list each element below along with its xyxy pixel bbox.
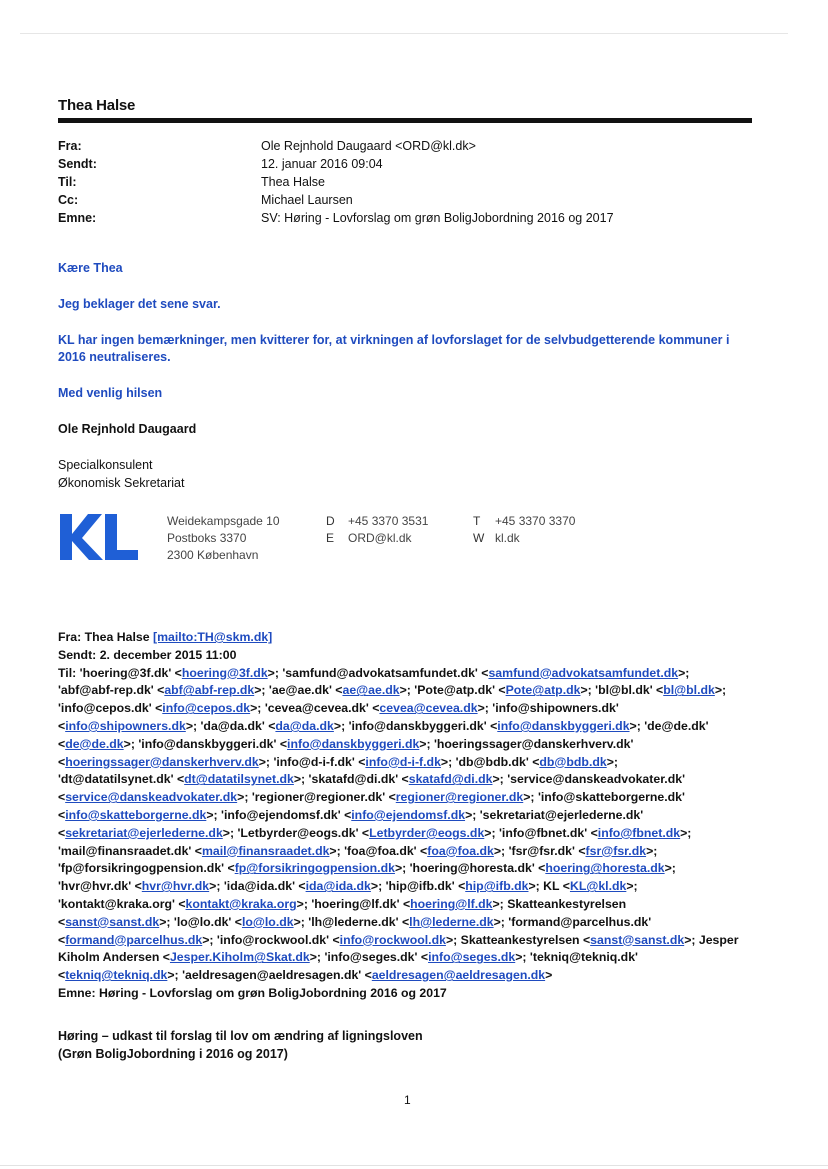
recipient-text: >; 'cevea@cevea.dk' < [250,701,380,716]
recipient-text: >; 'hoering@horesta.dk' < [394,861,546,876]
email-link[interactable]: info@danskbyggeri.dk [497,718,630,733]
recipient-text: >; 'sekretariat@ejerlederne.dk' [465,807,644,822]
recipient-text: >; 'bl@bl.dk' < [580,683,664,698]
recipient-line [58,914,758,932]
contact-label: D [326,514,335,528]
recipient-text: < [58,718,66,733]
email-link[interactable]: tekniq@tekniq.dk [65,968,168,983]
recipient-text: < [58,914,66,929]
signer-title: Specialkonsulent [58,458,153,472]
recipient-line [58,789,758,807]
email-link[interactable]: dt@datatilsynet.dk [184,772,294,787]
contact-value: +45 3370 3531 [348,514,429,528]
header-label: Til: [58,175,77,189]
signer-name: Ole Rejnhold Daugaard [58,422,197,436]
recipient-text: >; 'service@danskeadvokater.dk' [492,772,685,787]
hearing-title [58,1027,423,1063]
contact-value: ORD@kl.dk [348,531,412,545]
forwarded-from-row [58,629,758,647]
recipient-text: >; 'hoeringssager@danskerhverv.dk' [419,736,634,751]
email-link[interactable]: info@ejendomsf.dk [351,807,466,822]
email-link[interactable]: da@da.dk [275,718,334,733]
recipient-line [58,878,758,896]
contact-label: T [473,514,481,528]
recipient-text: >; 'info@rockwool.dk' < [202,932,340,947]
header-value: 12. januar 2016 09:04 [261,157,383,171]
website-contact [473,530,520,547]
email-link[interactable]: info@fbnet.dk [597,825,681,840]
email-link[interactable]: skatafd@di.dk [408,772,493,787]
fwd-sent-value: 2. december 2015 11:00 [99,647,237,662]
recipient-text: >; 'info@danskbyggeri.dk' < [333,718,498,733]
recipient-text: >; 'db@bdb.dk' < [440,754,540,769]
recipient-text: >; [626,879,638,894]
sender-name: Thea Halse [58,97,136,114]
direct-phone [326,513,428,530]
email-link[interactable]: bl@bl.dk [663,683,715,698]
contact-value: +45 3370 3370 [495,514,576,528]
recipient-text: 'dt@datatilsynet.dk' < [58,772,185,787]
hearing-line-2: (Grøn BoligJobordning i 2016 og 2017) [58,1047,288,1061]
forwarded-header [58,629,758,1003]
email-link[interactable]: sekretariat@ejerlederne.dk [65,825,223,840]
recipient-text: > [545,968,553,983]
recipient-line [58,771,758,789]
email-link[interactable]: cevea@cevea.dk [379,701,478,716]
scan-edge-bottom [0,1165,828,1166]
email-link[interactable]: kontakt@kraka.org [185,896,297,911]
email-link[interactable]: info@rockwool.dk [339,932,446,947]
email-link[interactable]: info@shipowners.dk [65,718,186,733]
email-link[interactable]: sanst@sanst.dk [590,932,685,947]
recipient-list [58,665,758,985]
forwarded-subject-row [58,985,758,1003]
recipient-text: < [58,754,66,769]
signer-department: Økonomisk Sekretariat [58,476,185,490]
email-link[interactable]: hoering@lf.dk [410,896,493,911]
recipient-text: < [58,807,66,822]
recipient-text: >; 'formand@parcelhus.dk' [493,914,652,929]
email-link[interactable]: fsr@fsr.dk [585,843,647,858]
contact-label: W [473,531,485,545]
fwd-label: Fra: [58,630,82,644]
fwd-from-name: Thea Halse [84,630,150,644]
recipient-text: 'kontakt@kraka.org' < [58,896,186,911]
contact-label: E [326,531,335,545]
fwd-subject-value: Høring - Lovforslag om grøn BoligJobordning 2016 og 2017 [99,985,447,1000]
recipient-text: < [58,968,66,983]
email-link[interactable]: formand@parcelhus.dk [65,932,203,947]
recipient-line [58,665,758,683]
recipient-text: >; 'info@skatteborgerne.dk' [523,790,685,805]
email-link[interactable]: hip@ifb.dk [465,879,529,894]
recipient-text: >; 'Letbyrder@eogs.dk' < [222,825,370,840]
recipient-text: 'fp@forsikringogpension.dk' < [58,861,235,876]
recipient-line [58,967,758,985]
email-link[interactable]: abf@abf-rep.dk [164,683,255,698]
recipient-text: >; Skatteankestyrelsen [492,896,627,911]
header-value: Michael Laursen [261,193,353,207]
recipient-text: < [58,825,66,840]
recipient-text: 'abf@abf-rep.dk' < [58,683,165,698]
forwarded-sent-row [58,647,758,665]
recipient-text: >; [606,754,618,769]
email-link[interactable]: lh@lederne.dk [409,914,494,929]
message-line-2: 2016 neutraliseres. [58,350,171,364]
recipient-line [58,843,758,861]
hearing-line-1: Høring – udkast til forslag til lov om ændring af ligningsloven [58,1029,423,1043]
greeting: Kære Thea [58,261,123,275]
email-link[interactable]: Pote@atp.dk [505,683,581,698]
recipient-line [58,736,758,754]
recipient-text: >; [678,665,690,680]
email-link[interactable]: samfund@advokatsamfundet.dk [488,665,679,680]
recipient-text: >; 'regioner@regioner.dk' < [237,790,396,805]
recipient-text: >; KL < [528,879,570,894]
mailto-link[interactable]: [mailto:TH@skm.dk] [153,630,273,644]
email-link[interactable]: Jesper.Kiholm@Skat.dk [169,950,310,965]
recipient-line [58,825,758,843]
recipient-text: >; 'Pote@atp.dk' < [399,683,506,698]
recipient-text: >; 'hoering@lf.dk' < [296,896,411,911]
recipient-line [58,807,758,825]
recipient-text: >; [646,843,658,858]
recipient-text: >; 'info@fbnet.dk' < [484,825,598,840]
recipient-text: 'info@cepos.dk' < [58,701,163,716]
closing-text: Med venlig hilsen [58,386,163,400]
header-label: Fra: [58,139,82,153]
header-divider [58,118,752,123]
recipient-text: 'mail@finansraadet.dk' < [58,843,202,858]
email-link[interactable]: db@bdb.dk [539,754,607,769]
recipient-text: >; 'de@de.dk' [629,718,709,733]
recipient-line [58,718,758,736]
recipient-text: >; 'info@shipowners.dk' [477,701,619,716]
recipient-text: 'hoering@3f.dk' < [79,665,182,680]
recipient-text: >; 'info@ejendomsf.dk' < [206,807,352,822]
page-number: 1 [404,1093,411,1107]
recipient-text: >; 'tekniq@tekniq.dk' [515,950,638,965]
recipient-text: >; 'aeldresagen@aeldresagen.dk' < [167,968,372,983]
recipient-text: < [58,932,66,947]
header-label: Cc: [58,193,79,207]
recipient-text: >; [714,683,727,698]
apology-text: Jeg beklager det sene svar. [58,297,221,311]
header-value: Thea Halse [261,175,325,189]
email-link[interactable]: service@danskeadvokater.dk [65,790,238,805]
email-link[interactable]: info@cepos.dk [162,701,251,716]
recipient-text: >; Jesper [684,932,739,947]
recipient-text: >; 'info@danskbyggeri.dk' < [123,736,288,751]
recipient-text: >; 'info@seges.dk' < [309,950,429,965]
address-line: 2300 København [167,548,259,562]
email-link[interactable]: lo@lo.dk [241,914,294,929]
recipient-line [58,932,758,950]
recipient-text: < [58,736,66,751]
message-line-1: KL har ingen bemærkninger, men kvitterer for, at virkningen af lovforslaget for de selvbudgetterende kommuner i [58,333,730,347]
recipient-text: >; 'hip@ifb.dk' < [370,879,466,894]
recipient-text: 'hvr@hvr.dk' < [58,879,142,894]
recipient-text: >; [680,825,692,840]
address-line: Weidekampsgade 10 [167,514,280,528]
recipient-text: >; 'samfund@advokatsamfundet.dk' < [267,665,489,680]
contact-value: kl.dk [495,531,520,545]
recipient-text: Kiholm Andersen < [58,950,170,965]
recipient-text: >; 'info@d-i-f.dk' < [258,754,366,769]
recipient-text: >; 'foa@foa.dk' < [329,843,428,858]
recipient-text: >; 'ida@ida.dk' < [209,879,306,894]
recipient-text: < [58,790,66,805]
recipient-text: >; 'fsr@fsr.dk' < [493,843,586,858]
fwd-label: Emne: [58,985,96,1000]
recipient-text: >; Skatteankestyrelsen < [445,932,591,947]
header-label: Emne: [58,211,97,225]
recipient-text: >; 'skatafd@di.dk' < [293,772,409,787]
recipient-text: >; 'da@da.dk' < [185,718,276,733]
header-value: SV: Høring - Lovforslag om grøn BoligJobordning 2016 og 2017 [261,211,614,225]
email-link[interactable]: hoeringssager@danskerhverv.dk [65,754,259,769]
email-link[interactable]: info@d-i-f.dk [365,754,441,769]
recipient-line [58,860,758,878]
email-link[interactable]: sanst@sanst.dk [65,914,160,929]
email-link[interactable]: ae@ae.dk [342,683,400,698]
email-link[interactable]: hoering@3f.dk [181,665,268,680]
email-link[interactable]: hoering@horesta.dk [545,861,665,876]
kl-logo [60,512,138,562]
email-link[interactable]: ida@ida.dk [305,879,371,894]
email-link[interactable]: mail@finansraadet.dk [201,843,330,858]
recipient-line [58,700,758,718]
header-value: Ole Rejnhold Daugaard <ORD@kl.dk> [261,139,476,153]
email-link[interactable]: Letbyrder@eogs.dk [369,825,485,840]
email-link[interactable]: KL@kl.dk [569,879,627,894]
email-link[interactable]: de@de.dk [65,736,124,751]
email-contact [326,530,412,547]
email-link[interactable]: regioner@regioner.dk [395,790,524,805]
email-link[interactable]: foa@foa.dk [427,843,494,858]
email-link[interactable]: hvr@hvr.dk [141,879,210,894]
email-link[interactable]: info@seges.dk [428,950,516,965]
email-link[interactable]: info@skatteborgerne.dk [65,807,207,822]
email-link[interactable]: info@danskbyggeri.dk [287,736,420,751]
email-link[interactable]: fp@forsikringogpension.dk [234,861,395,876]
address-line: Postboks 3370 [167,531,247,545]
recipient-line [58,896,758,914]
email-link[interactable]: aeldresagen@aeldresagen.dk [371,968,546,983]
recipient-line [58,754,758,772]
recipient-text: >; [664,861,676,876]
fwd-label: Til: [58,665,80,680]
scan-edge-top [20,33,788,34]
recipient-line [58,682,758,700]
main-phone [473,513,575,530]
recipient-text: >; 'lo@lo.dk' < [159,914,242,929]
recipient-text: >; 'lh@lederne.dk' < [293,914,410,929]
header-label: Sendt: [58,157,97,171]
fwd-label: Sendt: [58,647,97,662]
recipient-text: >; 'ae@ae.dk' < [254,683,343,698]
recipient-line [58,949,758,967]
